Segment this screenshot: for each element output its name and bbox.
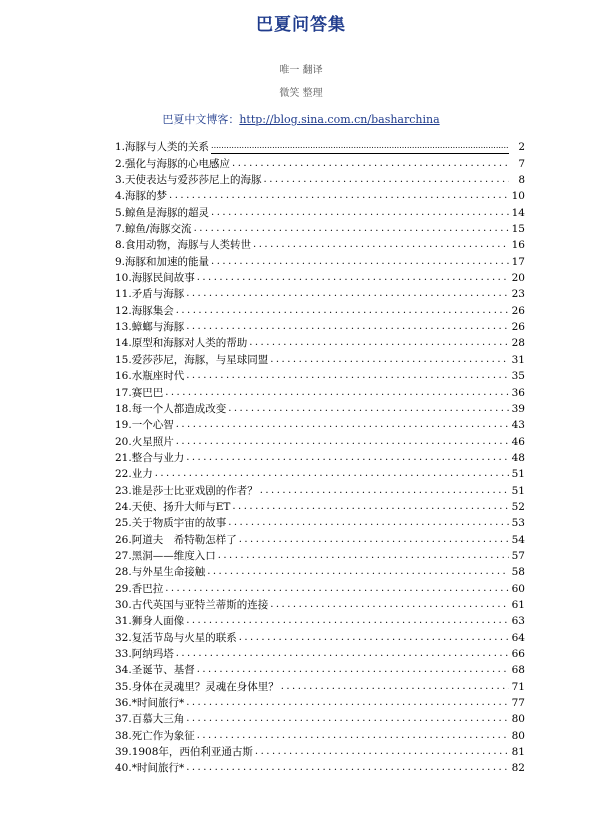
toc-entry[interactable]: [115, 236, 525, 252]
toc-entry-title: 25.关于物质宇宙的故事: [115, 517, 227, 530]
toc-entry-title: 35.身体在灵魂里？灵魂在身体里？: [115, 680, 279, 693]
toc-entry-page: 61: [511, 598, 525, 611]
toc-leader-dots: [186, 320, 509, 334]
toc-entry-title: 37.百慕大三角: [115, 713, 185, 726]
toc-entry[interactable]: [115, 367, 525, 383]
toc-entry-title: 14.原型和海豚对人类的帮助: [115, 337, 248, 350]
toc-leader-dots: [186, 696, 509, 710]
toc-entry-page: 36: [511, 386, 525, 399]
toc-entry-title: 12.海豚集会: [115, 304, 174, 317]
toc-leader-dots: [270, 353, 509, 367]
toc-leader-dots: [207, 565, 509, 579]
toc-entry-title: 1.海豚与人类的关系: [115, 141, 210, 154]
toc-leader-dots: [197, 271, 509, 285]
toc-entry-page: 54: [511, 533, 525, 546]
toc-entry[interactable]: [115, 383, 525, 399]
toc-leader-dots: [281, 680, 509, 694]
toc-leader-dots: [176, 304, 509, 318]
toc-leader-dots: [186, 614, 509, 628]
toc-entry[interactable]: [115, 285, 525, 301]
toc-entry[interactable]: [115, 334, 525, 350]
toc-entry-page: 80: [511, 729, 525, 742]
toc-entry[interactable]: [115, 596, 525, 612]
toc-entry-page: 77: [511, 697, 525, 710]
toc-entry-page: 68: [511, 664, 525, 677]
toc-entry[interactable]: [115, 269, 525, 285]
toc-entry-page: 2: [518, 141, 525, 154]
toc-leader-dots: [249, 336, 509, 350]
table-of-contents: [115, 138, 525, 775]
toc-entry-title: 30.古代英国与亚特兰蒂斯的连接: [115, 598, 269, 611]
toc-entry-title: 29.香巴拉: [115, 582, 164, 595]
toc-entry[interactable]: [115, 400, 525, 416]
toc-entry[interactable]: [115, 449, 525, 465]
toc-leader-dots: [186, 451, 509, 465]
toc-leader-dots: [176, 435, 509, 449]
toc-leader-dots: [255, 745, 509, 759]
toc-entry-page: 60: [511, 582, 525, 595]
toc-entry-title: 28.与外星生命接触: [115, 566, 206, 579]
toc-entry-title: 16.水瓶座时代: [115, 370, 185, 383]
toc-entry-page: 16: [511, 239, 525, 252]
toc-leader-dots: [211, 139, 509, 154]
toc-entry-title: 34.圣诞节、基督: [115, 664, 195, 677]
toc-entry-title: 11.矛盾与海豚: [115, 288, 185, 301]
toc-entry-title: 9.海豚和加速的能量: [115, 255, 210, 268]
toc-entry-title: 21.整合与业力: [115, 451, 185, 464]
editor-credit: 微笑 整理: [279, 88, 323, 99]
toc-leader-dots: [197, 729, 509, 743]
toc-entry[interactable]: [115, 171, 525, 187]
toc-entry[interactable]: [115, 563, 525, 579]
toc-entry[interactable]: [115, 252, 525, 268]
toc-entry[interactable]: [115, 530, 525, 546]
toc-entry-title: 17.赛巴巴: [115, 386, 164, 399]
toc-leader-dots: [169, 189, 509, 203]
blog-link[interactable]: http://blog.sina.com.cn/basharchina: [239, 113, 440, 126]
toc-entry-page: 26: [511, 321, 525, 334]
toc-entry-title: 39.1908年，西伯利亚通古斯: [115, 746, 253, 759]
toc-entry-page: 31: [511, 353, 525, 366]
toc-entry-page: 52: [511, 500, 525, 513]
toc-entry[interactable]: [115, 301, 525, 317]
toc-entry-page: 35: [511, 370, 525, 383]
toc-entry-page: 39: [511, 402, 525, 415]
toc-entry-title: 38.死亡作为象征: [115, 729, 195, 742]
toc-entry[interactable]: [115, 154, 525, 170]
toc-entry[interactable]: [115, 743, 525, 759]
toc-entry-title: 26.阿道夫 希特勒怎样了: [115, 533, 237, 546]
toc-entry[interactable]: [115, 187, 525, 203]
toc-entry[interactable]: [115, 481, 525, 497]
toc-leader-dots: [228, 516, 509, 530]
toc-leader-dots: [232, 500, 509, 514]
toc-entry[interactable]: [115, 677, 525, 693]
toc-leader-dots: [165, 582, 509, 596]
toc-entry-title: 2.强化与海豚的心电感应: [115, 157, 231, 170]
toc-entry[interactable]: [115, 465, 525, 481]
toc-entry-page: 58: [511, 566, 525, 579]
toc-entry-title: 19.一个心智: [115, 419, 174, 432]
toc-entry-title: 13.蟑螂与海豚: [115, 321, 185, 334]
toc-entry-page: 15: [511, 223, 525, 236]
toc-entry-title: 22.业力: [115, 468, 153, 481]
toc-leader-dots: [176, 647, 509, 661]
toc-entry-page: 43: [511, 419, 525, 432]
toc-entry-title: 10.海豚民间故事: [115, 272, 195, 285]
toc-entry[interactable]: [115, 579, 525, 595]
blog-line: [0, 111, 602, 127]
toc-entry-title: 27.黑洞——维度入口: [115, 549, 216, 562]
toc-entry-page: 64: [511, 631, 525, 644]
toc-entry[interactable]: [115, 416, 525, 432]
toc-entry[interactable]: [115, 628, 525, 644]
toc-entry-title: 40.*时间旅行*: [115, 762, 185, 775]
toc-leader-dots: [211, 255, 509, 269]
toc-leader-dots: [211, 206, 509, 220]
toc-entry-title: 36.*时间旅行*: [115, 697, 185, 710]
toc-entry-page: 28: [511, 337, 525, 350]
toc-leader-dots: [253, 238, 509, 252]
document-title: 巴夏问答集: [256, 15, 346, 35]
toc-entry[interactable]: [115, 547, 525, 563]
toc-entry-page: 53: [511, 517, 525, 530]
toc-leader-dots: [232, 157, 509, 171]
toc-entry[interactable]: [115, 203, 525, 219]
toc-leader-dots: [239, 533, 509, 547]
toc-entry-title: 32.复活节岛与火星的联系: [115, 631, 237, 644]
toc-entry-title: 24.天使、扬升大师与ET: [115, 500, 231, 513]
toc-entry-title: 5.鲸鱼是海豚的超灵: [115, 206, 210, 219]
toc-entry-title: 23.谁是莎士比亚戏剧的作者？: [115, 484, 258, 497]
toc-entry-page: 57: [511, 549, 525, 562]
toc-entry[interactable]: [115, 612, 525, 628]
toc-leader-dots: [228, 402, 509, 416]
toc-leader-dots: [155, 467, 509, 481]
toc-entry-page: 81: [511, 746, 525, 759]
toc-entry-page: 63: [511, 615, 525, 628]
toc-entry-title: 7.鲸鱼/海豚交流: [115, 223, 192, 236]
toc-entry-title: 33.阿纳玛塔: [115, 648, 174, 660]
toc-entry-page: 51: [511, 468, 525, 481]
toc-entry-page: 20: [511, 272, 525, 285]
toc-entry[interactable]: [115, 694, 525, 710]
toc-entry-page: 66: [511, 648, 525, 660]
toc-entry-title: 15.爱莎莎尼，海豚，与星球同盟: [115, 353, 269, 366]
toc-entry-title: 18.每一个人都造成改变: [115, 402, 227, 415]
toc-entry-page: 10: [511, 190, 525, 203]
toc-leader-dots: [264, 173, 509, 187]
toc-leader-dots: [260, 484, 509, 498]
toc-entry-title: 4.海豚的梦: [115, 190, 168, 203]
toc-entry-page: 80: [511, 713, 525, 726]
toc-leader-dots: [186, 369, 509, 383]
toc-entry[interactable]: [115, 220, 525, 236]
toc-leader-dots: [165, 386, 509, 400]
toc-entry[interactable]: [115, 645, 525, 661]
toc-entry[interactable]: [115, 432, 525, 448]
toc-entry-page: 14: [511, 206, 525, 219]
toc-entry[interactable]: [115, 726, 525, 742]
toc-entry-page: 8: [518, 174, 525, 187]
toc-entry[interactable]: [115, 138, 525, 154]
toc-entry-page: 17: [511, 255, 525, 268]
toc-entry[interactable]: [115, 661, 525, 677]
toc-entry[interactable]: [115, 350, 525, 366]
toc-entry-page: 82: [511, 762, 525, 775]
toc-entry-page: 7: [518, 157, 525, 170]
toc-leader-dots: [239, 631, 509, 645]
toc-entry[interactable]: [115, 759, 525, 775]
toc-entry-title: 3.天使表达与爱莎莎尼上的海豚: [115, 174, 262, 187]
toc-entry-page: 48: [511, 451, 525, 464]
toc-entry-page: 26: [511, 304, 525, 317]
toc-leader-dots: [176, 418, 509, 432]
translator-credit: 唯一 翻译: [279, 65, 323, 76]
toc-leader-dots: [186, 287, 509, 301]
toc-leader-dots: [186, 761, 509, 775]
toc-leader-dots: [194, 222, 509, 236]
toc-entry-title: 31.狮身人面像: [115, 615, 185, 628]
toc-entry-page: 71: [511, 680, 525, 693]
toc-entry[interactable]: [115, 318, 525, 334]
toc-entry[interactable]: [115, 710, 525, 726]
toc-leader-dots: [270, 598, 509, 612]
toc-entry-page: 51: [511, 484, 525, 497]
toc-leader-dots: [186, 712, 509, 726]
toc-entry-title: 20.火星照片: [115, 435, 174, 448]
toc-entry-page: 23: [511, 288, 525, 301]
blog-label: 巴夏中文博客：: [162, 113, 240, 126]
toc-entry-page: 46: [511, 435, 525, 448]
toc-entry[interactable]: [115, 498, 525, 514]
toc-leader-dots: [218, 549, 509, 563]
toc-leader-dots: [197, 663, 509, 677]
toc-entry[interactable]: [115, 514, 525, 530]
toc-entry-title: 8.食用动物，海豚与人类转世: [115, 239, 252, 252]
